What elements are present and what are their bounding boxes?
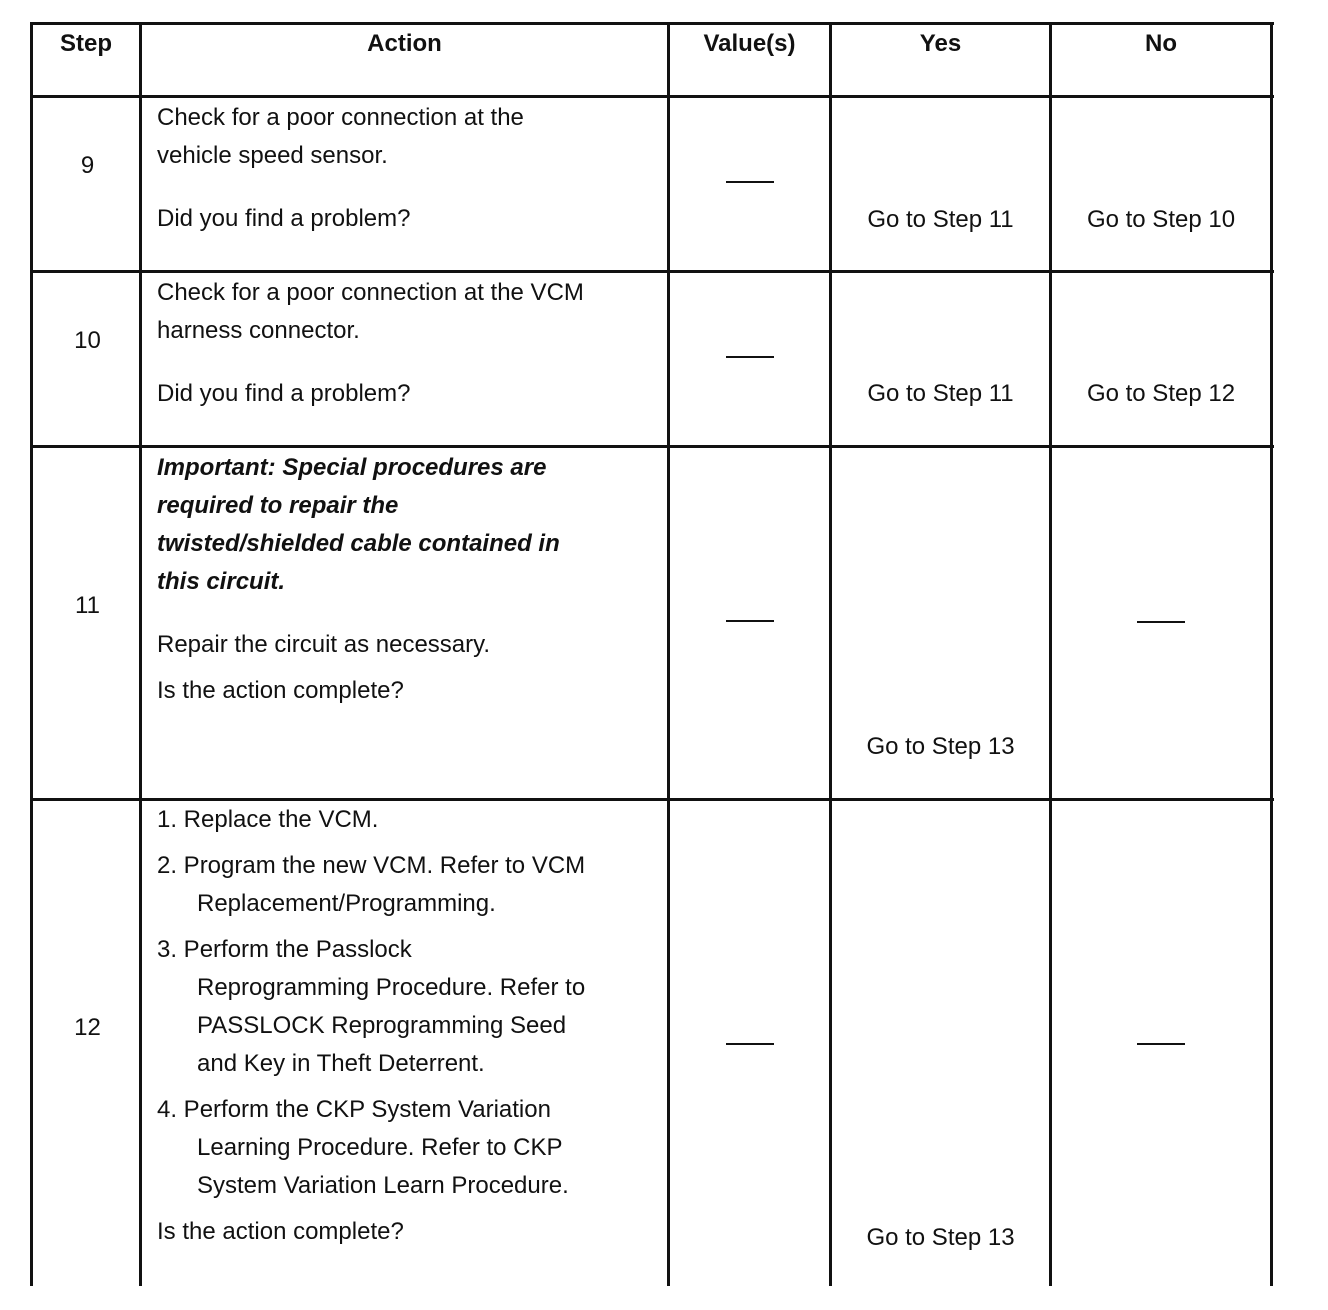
no-value-dash	[726, 620, 774, 622]
list-item-text: Learning Procedure. Refer to CKP	[197, 1134, 563, 1161]
no-value-dash	[726, 356, 774, 358]
important-note: Important: Special procedures are	[157, 454, 547, 481]
step-number: 9	[80, 152, 95, 179]
list-item-text: Replacement/Programming.	[197, 890, 496, 917]
no-value-dash	[726, 1043, 774, 1045]
yes-result: Go to Step 13	[866, 1224, 1015, 1251]
no-value-dash	[1137, 1043, 1185, 1045]
row-9-bottom-border	[30, 270, 1274, 273]
no-result: Go to Step 12	[1086, 380, 1236, 407]
list-item-text: 4. Perform the CKP System Variation	[157, 1096, 551, 1123]
header-values: Value(s)	[703, 30, 796, 57]
action-text: vehicle speed sensor.	[157, 142, 388, 169]
step-number: 10	[74, 327, 101, 354]
action-text: Repair the circuit as necessary.	[157, 631, 491, 658]
yes-result: Go to Step 11	[867, 380, 1014, 407]
action-cell	[157, 99, 662, 238]
list-item	[157, 847, 667, 923]
important-note: this circuit.	[157, 568, 286, 595]
action-cell	[157, 449, 662, 710]
no-result: Go to Step 10	[1086, 206, 1236, 233]
list-item: 1. Replace the VCM.	[157, 806, 379, 833]
action-text: harness connector.	[157, 317, 360, 344]
list-item-text: 2. Program the new VCM. Refer to VCM	[157, 852, 586, 879]
yes-result: Go to Step 13	[866, 733, 1015, 760]
list-item-text: 3. Perform the Passlock	[157, 936, 412, 963]
action-cell	[157, 801, 667, 1251]
list-item-text: and Key in Theft Deterrent.	[197, 1050, 485, 1077]
action-column-divider	[667, 22, 670, 1286]
header-no: No	[1145, 30, 1177, 57]
question-text: Is the action complete?	[157, 677, 404, 704]
list-item	[157, 1091, 667, 1205]
action-cell	[157, 274, 662, 413]
yes-result: Go to Step 11	[867, 206, 1014, 233]
important-note: twisted/shielded cable contained in	[157, 530, 560, 557]
step-number: 11	[75, 592, 100, 619]
step-number: 12	[74, 1014, 101, 1041]
list-item	[157, 931, 667, 1083]
step-column-divider	[139, 22, 142, 1286]
table-right-border	[1270, 22, 1273, 1286]
header-bottom-border	[30, 95, 1274, 98]
question-text: Did you find a problem?	[157, 205, 411, 232]
table-left-border	[30, 22, 33, 1286]
header-yes: Yes	[919, 30, 962, 57]
question-text: Is the action complete?	[157, 1218, 404, 1245]
list-item-text: PASSLOCK Reprogramming Seed	[197, 1012, 567, 1039]
table-top-border	[30, 22, 1274, 25]
header-action: Action	[367, 30, 442, 57]
no-value-dash	[726, 181, 774, 183]
question-text: Did you find a problem?	[157, 380, 411, 407]
no-value-dash	[1137, 621, 1185, 623]
row-10-bottom-border	[30, 445, 1274, 448]
important-note: required to repair the	[157, 492, 399, 519]
list-item-text: Reprogramming Procedure. Refer to	[197, 974, 586, 1001]
action-text: Check for a poor connection at the	[157, 104, 524, 131]
list-item-text: System Variation Learn Procedure.	[197, 1172, 569, 1199]
action-text: Check for a poor connection at the VCM	[157, 279, 584, 306]
header-step: Step	[59, 30, 112, 57]
